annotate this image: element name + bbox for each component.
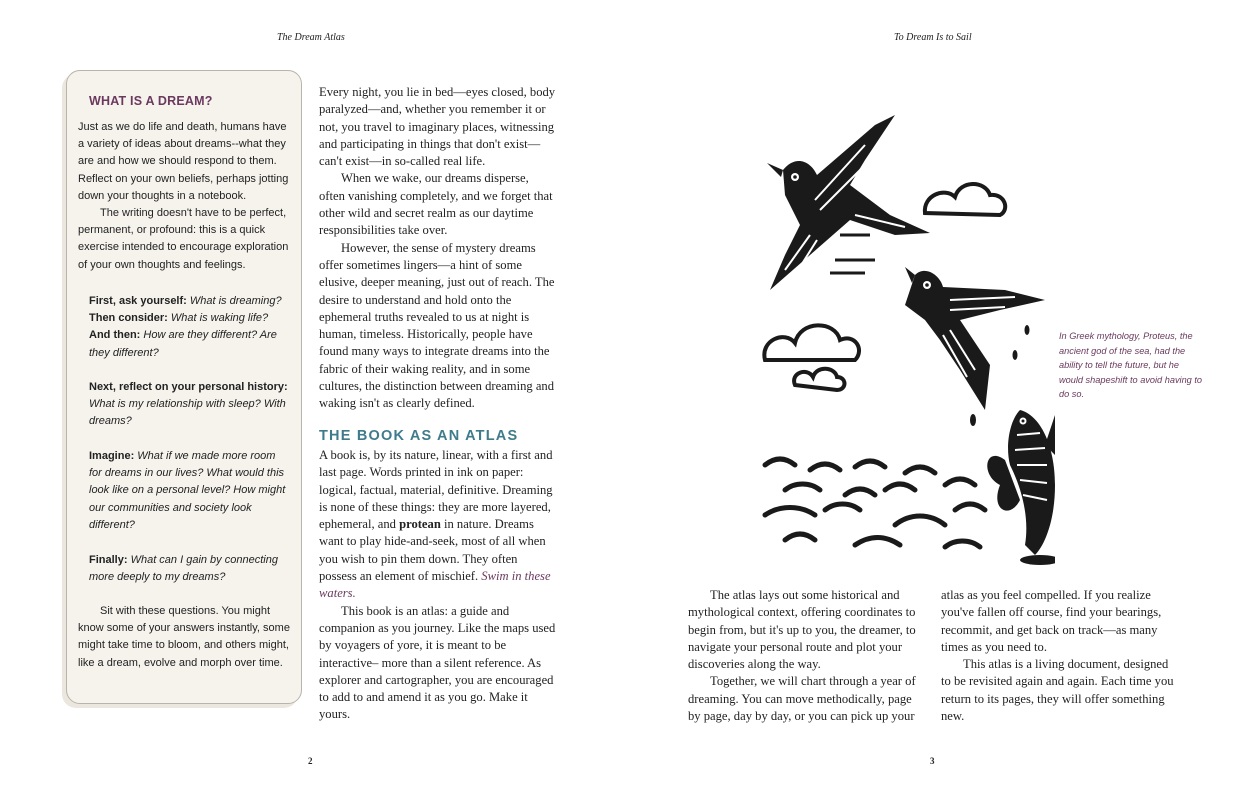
cloud-strokes [830,235,875,273]
right-paragraph-3: atlas as you feel compelled. If you realize you've fallen off course, find your bearings, recommit, and get back on track—as many times as you need to. [941,588,1162,654]
body-paragraph-3: However, the sense of mystery dreams offer sometimes lingers—a hint of some elusive, deeper meaning, just out of reach. The desire to understand and hold onto the ephemeral truths revealed to us at night is human, timeless. Historically, people have found many ways to integrate dreams into the fabric of their waking reality, and in some cultures, the distinction between dreaming and waking isn't as clearly defined. [319,240,555,411]
sidebar-question-2 [89,379,289,431]
flying-fish-icon [987,410,1055,565]
running-head-right: To Dream Is to Sail [894,32,972,43]
q1-label-3: And then: [89,329,141,342]
sidebar-question-1 [89,293,289,362]
sidebar-question-3 [89,448,289,534]
q1-label-2: Then consider: [89,312,168,325]
wave-icon [765,459,985,547]
sidebar-intro-paragraph-1: Just as we do life and death, humans have a variety of ideas about dreams--what they are and how we should respond to them. Reflect on your own beliefs, perhaps jotting down your thoughts in a notebook. [78,121,289,202]
q1-text-2: What is waking life? [167,312,269,325]
sidebar-intro [78,119,294,274]
sidebar-question-4 [89,552,289,586]
right-column-2 [941,587,1177,725]
body-paragraph-4 [319,447,557,603]
right-column-1 [688,587,924,725]
running-head-left: The Dream Atlas [277,32,345,43]
q1-text-1: What is dreaming? [186,295,282,307]
q4-text: What can I gain by connecting more deeply to my dreams? [89,554,278,584]
q4-label: Finally: [89,554,128,566]
q3-text: What if we made more room for dreams in our lives? What would this look like on a personal level? How might our communities and society look different? [89,450,286,531]
right-paragraph-2: Together, we will chart through a year of dreaming. You can move methodically, page by page, day by day, or you can pick up your [688,674,916,724]
protean-word: protean [399,517,441,532]
illustration-caption: In Greek mythology, Proteus, the ancient god of the sea, had the ability to tell the future, but he would shapeshift to avoid having to do so. [1059,331,1203,399]
sidebar-title: WHAT IS A DREAM? [89,94,213,108]
cloud-icon [925,184,1005,215]
q1-label-1: First, ask yourself: [89,295,187,307]
page-number-left: 2 [308,756,313,766]
cloud-icon [764,325,859,390]
left-column-bottom [319,447,557,724]
section-heading: THE BOOK AS AN ATLAS [319,428,519,444]
q2-label: Next, reflect on your personal history: [89,381,288,393]
q1-text-3: How are they different? Are they different? [89,329,277,359]
body-paragraph-5: This book is an atlas: a guide and companion as you journey. Like the maps used by voyagers of yore, it is meant to be interactive– more than a silent reference. As explorer and cartographer, you are encouraged to add to and amend it as you go. Make it yours. [319,603,556,722]
right-paragraph-1: The atlas lays out some historical and mythological context, offering coordinates to begin from, but it's up to you, the dreamer, to navigate your personal route and plot your discoveries along the way. [688,588,916,672]
swim-phrase: Swim in these waters. [319,569,551,601]
page-number-right: 3 [930,756,935,766]
p4-mid: in nature. Dreams want to play hide-and-seek, most of all when you wish to pin them down. They often possess an element of mischief. [319,517,546,584]
body-paragraph-1: Every night, you lie in bed—eyes closed, body paralyzed—and, whether you remember it or not, you travel to imaginary places, witnessing and participating in things that don't exist—can't exist—in so-called real life. [319,85,556,169]
sidebar-outro: Sit with these questions. You might know some of your answers instantly, some might take time to bloom, and others might, like a dream, evolve and morph over time. [78,605,290,669]
sidebar-intro-paragraph-2: The writing doesn't have to be perfect, permanent, or profound: this is a quick exercise intended to encourage exploration of your own thoughts and feelings. [78,207,289,271]
left-column-top [319,84,557,413]
right-paragraph-4: This atlas is a living document, designed to be revisited again and again. Each time you return to its pages, they will offer something new. [941,657,1174,724]
swallow-icon [905,267,1045,410]
woodcut-illustration [755,115,1055,565]
body-paragraph-2: When we wake, our dreams disperse, often vanishing completely, and we forget that other wild and secret realm as our daytime responsibilities take over. [319,171,553,238]
swallow-icon [767,115,930,290]
q2-text: What is my relationship with sleep? With dreams? [89,398,286,428]
p4-start: A book is, by its nature, linear, with a first and last page. Words printed in ink on paper: logical, factual, material, definitive. Dreaming is none of these things: they are more layered, ephemeral, and [319,448,553,532]
q3-label: Imagine: [89,450,135,462]
